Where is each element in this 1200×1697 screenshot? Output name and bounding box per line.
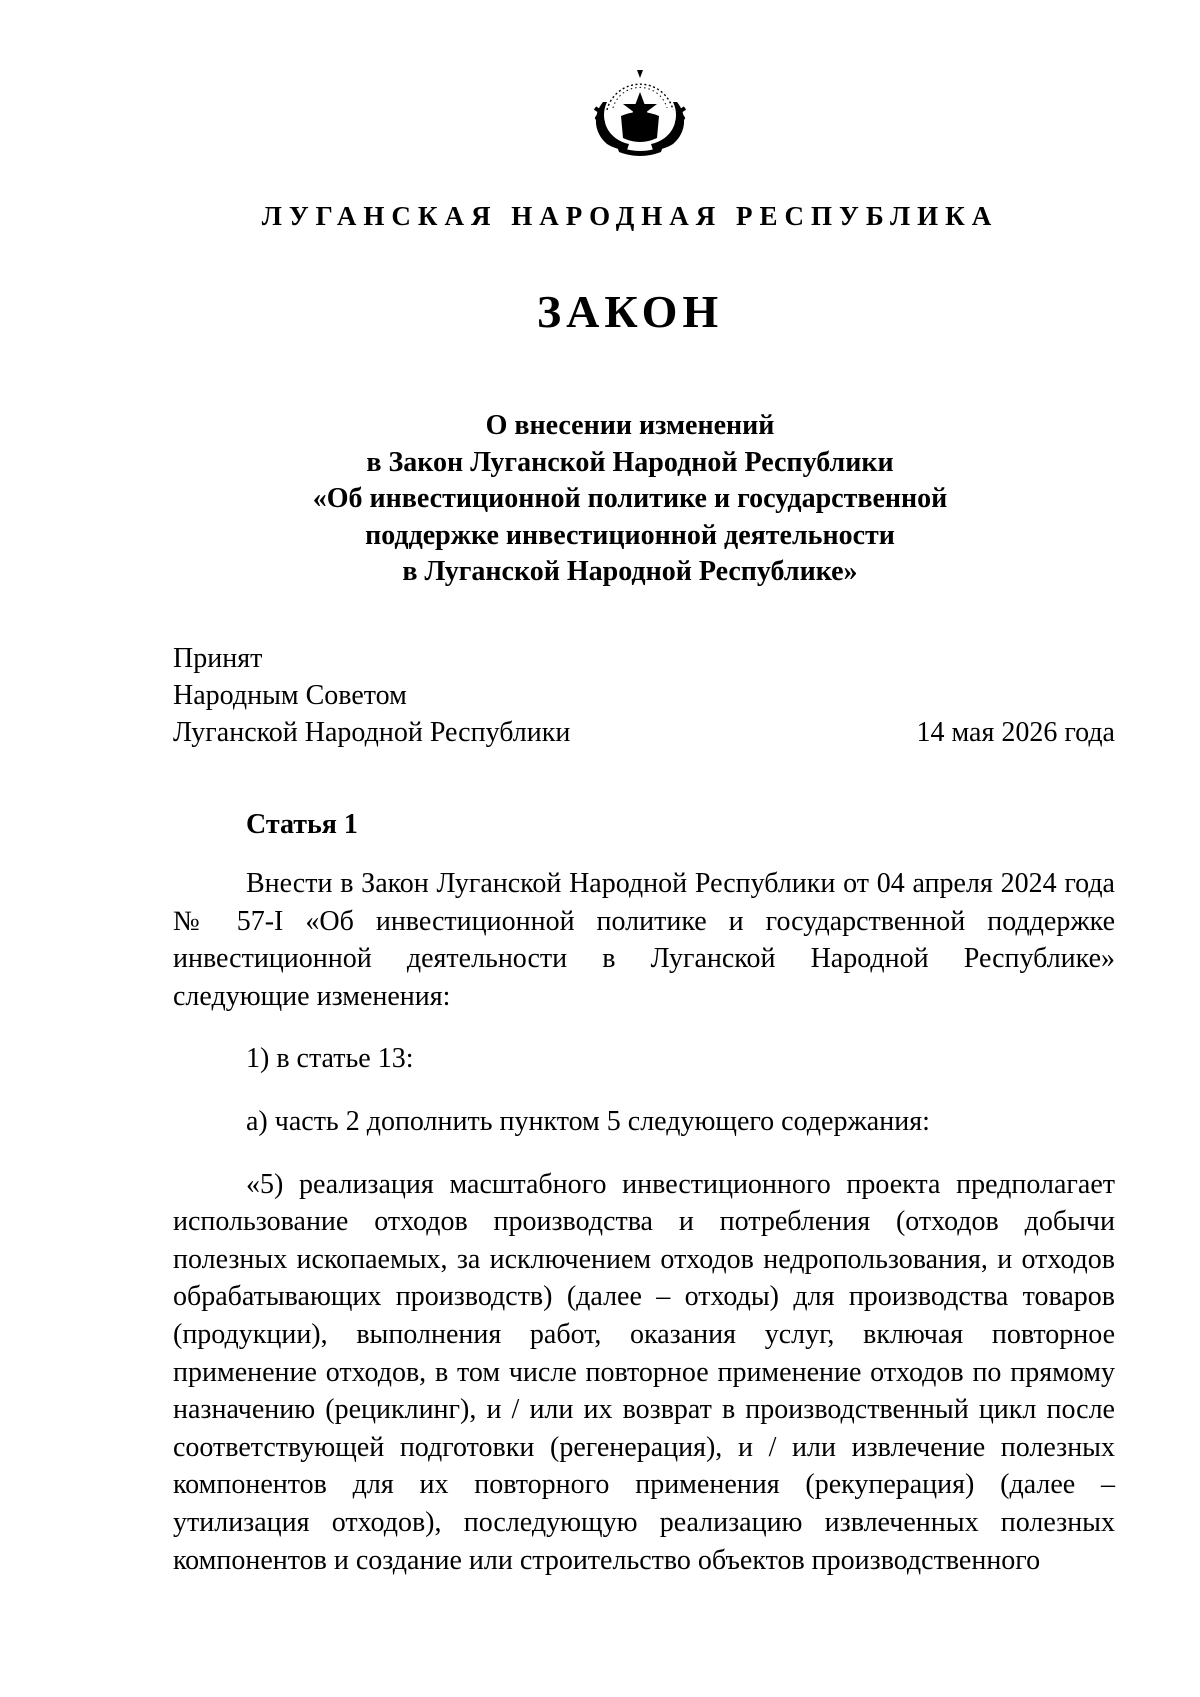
article-body (173, 865, 1115, 1579)
title-line: в Закон Луганской Народной Республики (366, 446, 894, 478)
title-line: О внесении изменений (485, 410, 775, 441)
title-line: в Луганской Народной Республике» (402, 556, 858, 587)
adoption-line: Принят (173, 643, 263, 674)
adoption-line: Народным Советом (173, 680, 407, 711)
title-line: «Об инвестиционной политике и государственной (312, 483, 948, 514)
adoption-date: 14 мая 2026 года (916, 717, 1115, 748)
state-emblem-icon (585, 58, 695, 158)
adoption-block (173, 640, 1115, 751)
document-type: ЗАКОН (536, 286, 724, 337)
document-title (0, 408, 1200, 591)
article-paragraph: а) часть 2 дополнить пунктом 5 следующего содержания: (246, 1105, 930, 1137)
article-paragraph: Внести в Закон Луганской Народной Республики от 04 апреля 2024 года № 57-I «Об инвестиционной политике и государственной поддержке инвестиционной деятельности в Луганской Народной Республике» следующие изменения: (173, 868, 1115, 1012)
article-paragraph: 1) в статье 13: (246, 1043, 414, 1075)
article-heading: Статья 1 (246, 809, 358, 840)
title-line: поддержке инвестиционной деятельности (365, 519, 895, 551)
article-paragraph: «5) реализация масштабного инвестиционного проекта предполагает использование отходов производства и потребления (отходов добычи полезных ископаемых, за исключением отходов недропользования, и отходов обрабатывающих производств) (далее – отходы) для производства товаров (продукции), выполнения работ, оказания услуг, включая повторное применение отходов, в том числе повторное применение отходов по прямому назначению (рециклинг), и / или их возврат в производственный цикл после соответствующей подготовки (регенерация), и / или извлечение полезных компонентов для их повторного применения (рекуперация) (далее – утилизация отходов), последующую реализацию извлеченных полезных компонентов и создание или строительство объектов производственного (173, 1168, 1115, 1576)
republic-name: ЛУГАНСКАЯ НАРОДНАЯ РЕСПУБЛИКА (261, 201, 999, 231)
adoption-line: Луганской Народной Республики (173, 717, 571, 748)
